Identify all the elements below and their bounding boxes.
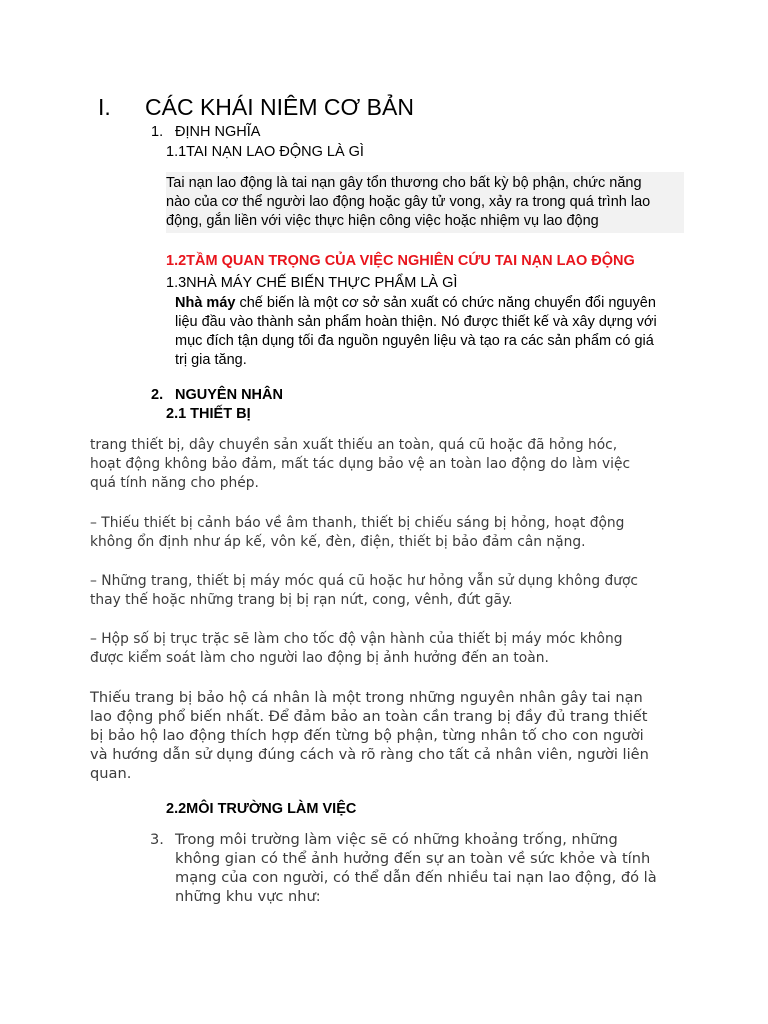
list-item-line: mạng của con người, có thể dẫn đến nhiều tai nạn lao động, đó là [175,869,657,886]
paragraph-line: hoạt động không bảo đảm, mất tác dụng bảo vệ an toàn lao động do làm việc [90,456,631,472]
paragraph-line: lao động phổ biến nhất. Để đảm bảo an toàn cần trang bị đầy đủ trang thiết [90,708,648,725]
paragraph-line: – Hộp số bị trục trặc sẽ làm cho tốc độ vận hành của thiết bị máy móc không [90,631,623,647]
list-item-line: Trong môi trường làm việc sẽ có những khoảng trống, những [175,831,618,848]
paragraph [90,572,680,610]
section-title: CÁC KHÁI NIÊM CƠ BẢN [145,94,414,120]
paragraph-line: và hướng dẫn sử dụng đúng cách và rõ ràng cho tất cả nhân viên, người liên [90,746,649,763]
factory-line: mục đích tận dụng tối đa nguồn nguyên liệu và tạo ra các sản phẩm có giá [175,333,654,349]
paragraph-line: quá tính năng cho phép. [90,475,259,491]
definition-line: động, gắn liền với việc thực hiện công việc hoặc nhiệm vụ lao động [166,213,599,229]
list-item-line: những khu vực như: [175,888,321,905]
list-number: 3. [150,831,164,848]
factory-line: trị gia tăng. [175,352,247,368]
factory-paragraph [175,294,657,370]
factory-line: chế biến là một cơ sở sản xuất có chức năng chuyển đổi nguyên [235,295,656,311]
list-item [175,830,657,906]
factory-line: liệu đầu vào thành sản phẩm hoàn thiện. Nó được thiết kế và xây dựng với [175,314,657,330]
list-item-line: không gian có thể ảnh hưởng đến sự an toàn về sức khỏe và tính [175,850,651,867]
heading-2-1: 2.1 THIẾT BỊ [166,406,251,422]
definition-line: nào của cơ thể người lao động hoặc gây tử vong, xảy ra trong quá trình lao [166,194,651,210]
paragraph-line: bị bảo hộ lao động thích hợp đến từng bộ phận, từng nhân tố cho con người [90,727,644,744]
subsection-title: ĐỊNH NGHĨA [175,124,261,140]
paragraph-line: không ổn định như áp kế, vôn kế, đèn, điện, thiết bị bảo đảm cân nặng. [90,534,586,550]
paragraph [90,514,680,552]
paragraph [90,630,680,668]
definition-block [166,172,684,233]
paragraph-line: được kiểm soát làm cho người lao động bị ảnh hưởng đến an toàn. [90,650,549,666]
paragraph [90,436,680,493]
section-number: I. [98,94,111,120]
definition-line: Tai nạn lao động là tai nạn gây tổn thương cho bất kỳ bộ phận, chức năng [166,175,642,191]
paragraph-line: thay thế hoặc những trang bị bị rạn nứt, cong, vênh, đứt gãy. [90,592,513,608]
heading-1-3: 1.3NHÀ MÁY CHẾ BIẾN THỰC PHẨM LÀ GÌ [166,275,458,291]
subsection-number: 1. [151,124,164,140]
paragraph-line: Thiếu trang bị bảo hộ cá nhân là một trong những nguyên nhân gây tai nạn [90,689,643,706]
paragraph-line: trang thiết bị, dây chuyền sản xuất thiếu an toàn, quá cũ hoặc đã hỏng hóc, [90,437,618,453]
paragraph-line: quan. [90,765,132,782]
factory-bold-term: Nhà máy [175,295,236,311]
subsection-title: NGUYÊN NHÂN [175,387,283,403]
paragraph-line: – Thiếu thiết bị cảnh báo về âm thanh, thiết bị chiếu sáng bị hỏng, hoạt động [90,515,625,531]
heading-1-2: 1.2TẦM QUAN TRỌNG CỦA VIỆC NGHIÊN CỨU TAI NẠN LAO ĐỘNG [166,253,635,269]
heading-2-2: 2.2MÔI TRƯỜNG LÀM VIỆC [166,801,357,817]
paragraph-line: – Những trang, thiết bị máy móc quá cũ hoặc hư hỏng vẫn sử dụng không được [90,573,639,589]
heading-1-1: 1.1TAI NẠN LAO ĐỘNG LÀ GÌ [166,144,364,160]
paragraph [90,688,680,783]
subsection-number: 2. [151,387,164,403]
